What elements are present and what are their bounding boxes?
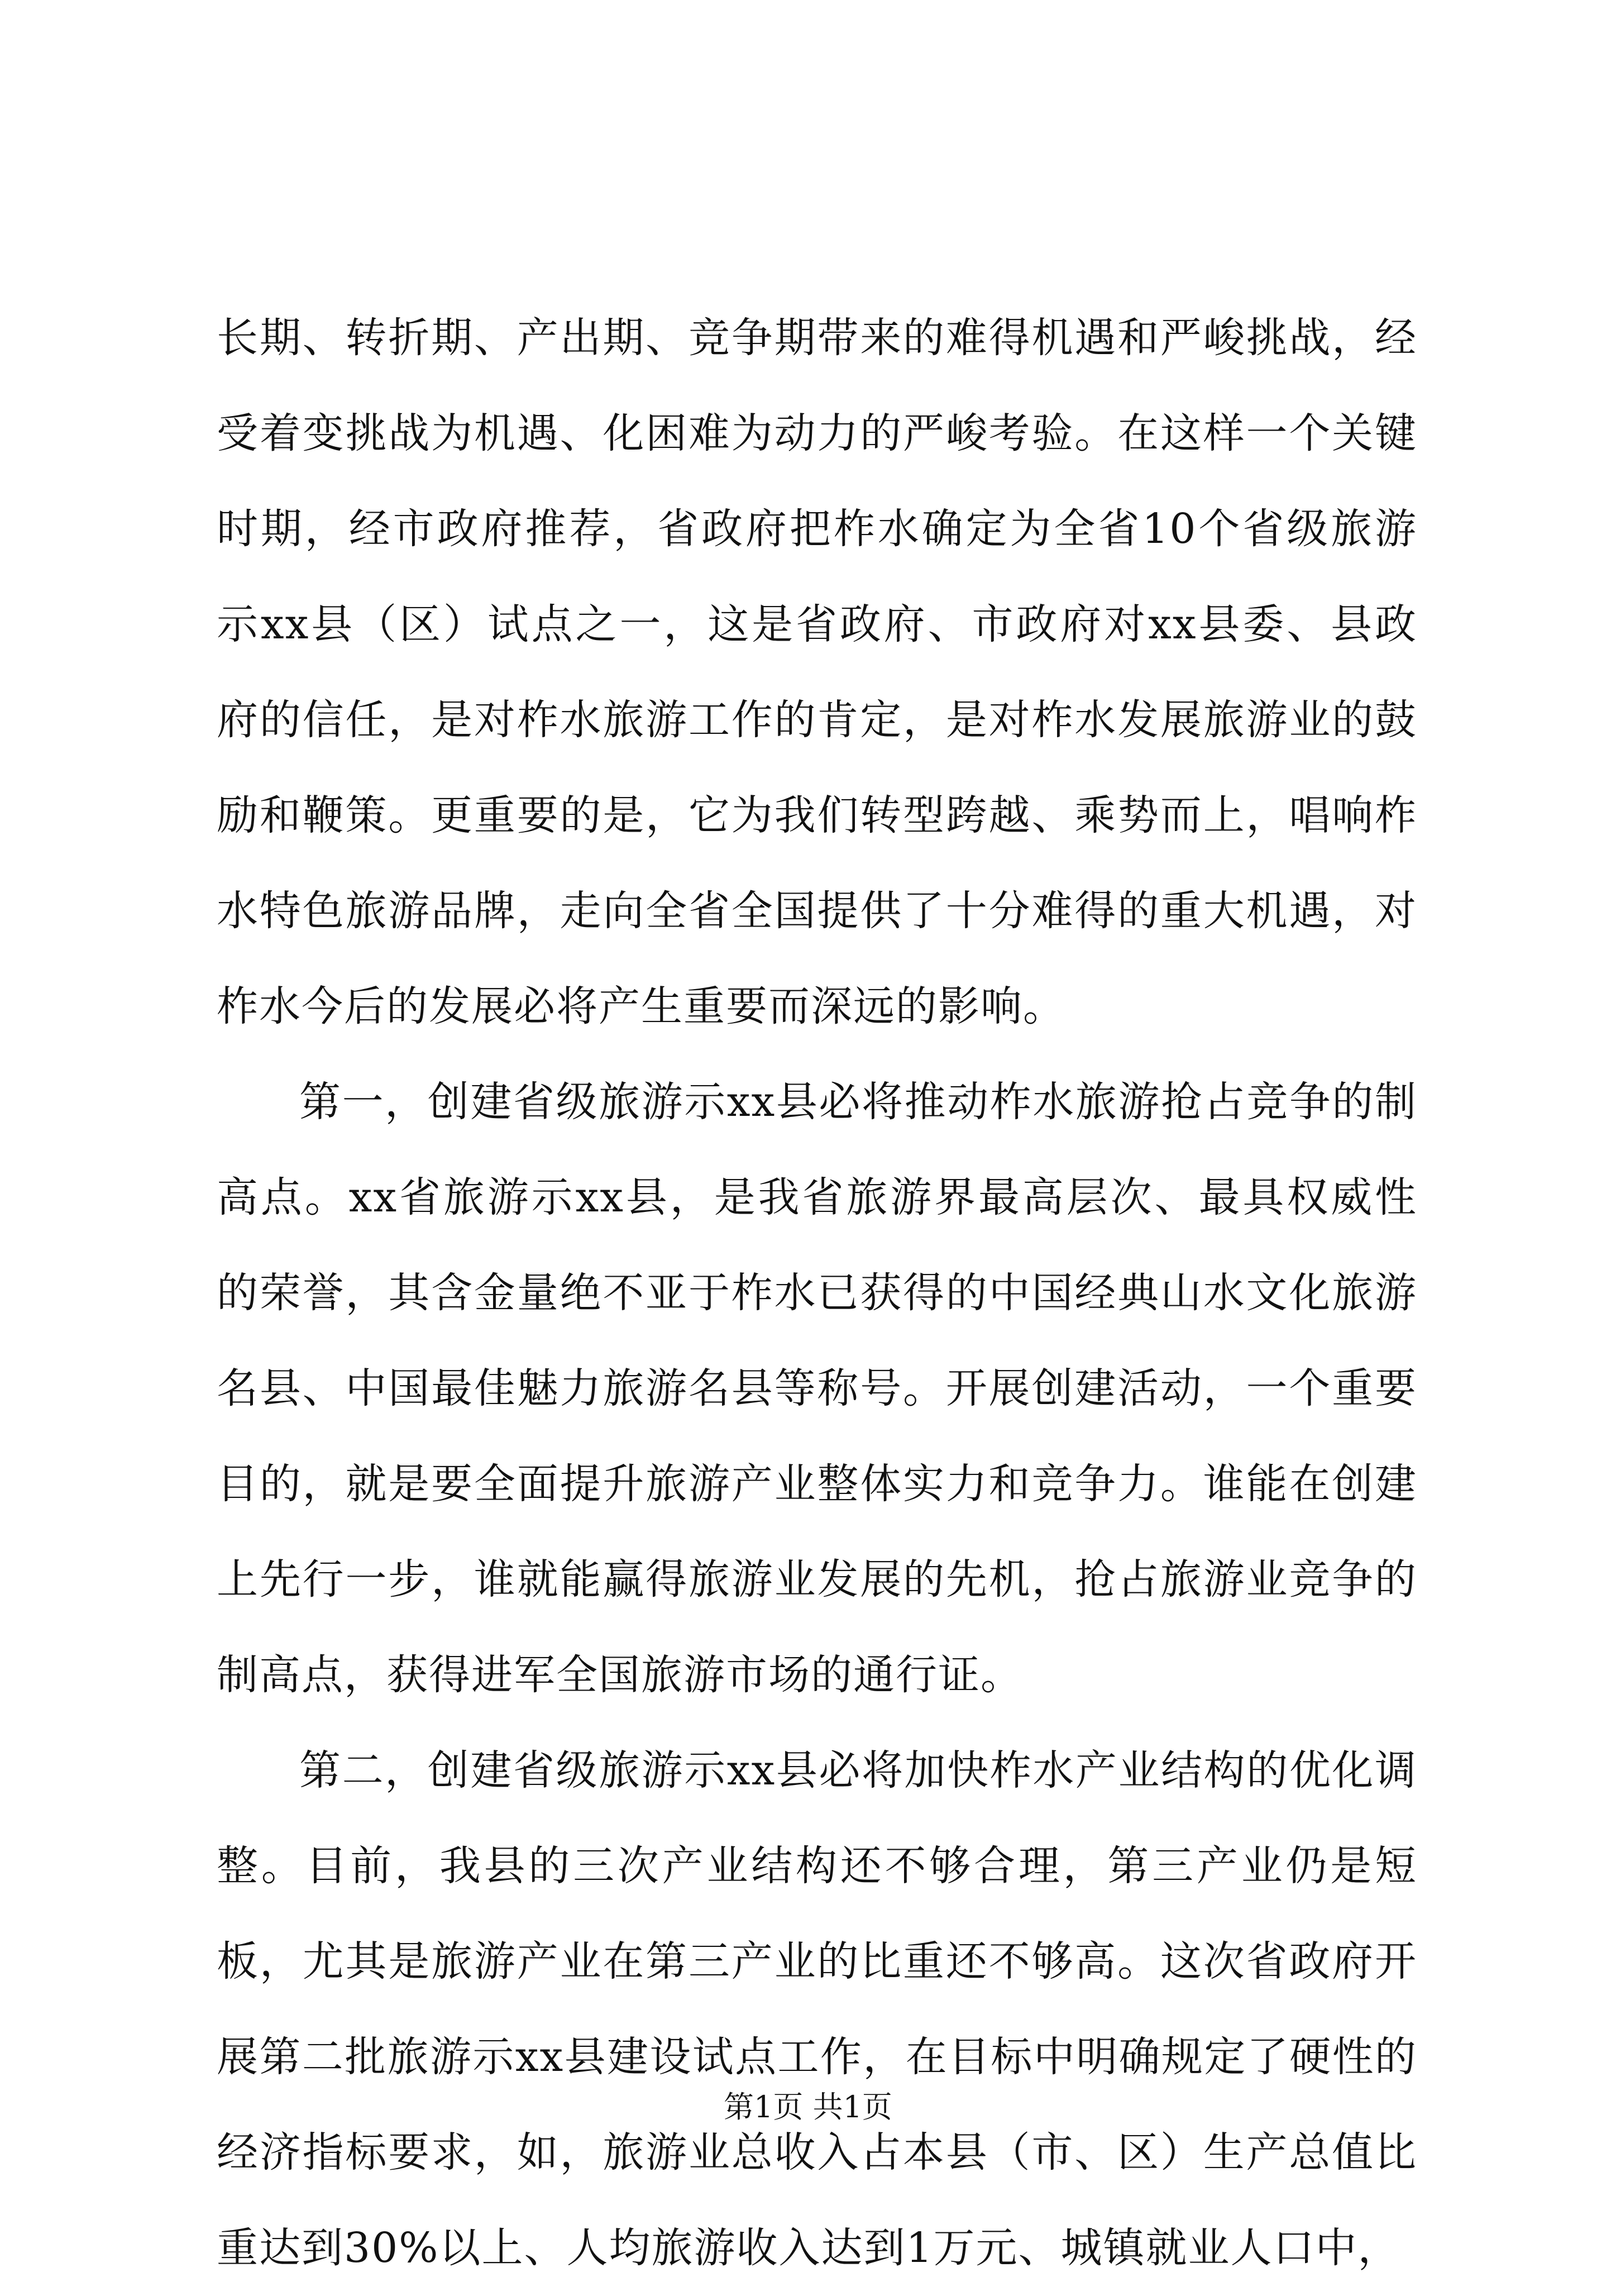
page-footer: 第1页 共1页 — [724, 2089, 892, 2125]
paragraph-first-point: 第一，创建省级旅游示xx县必将推动柞水旅游抢占竞争的制高点。xx省旅游示xx县，是我省旅游界最高层次、最具权威性的荣誉，其含金量绝不亚于柞水已获得的中国经典山水文化旅游名县、中国最佳魅力旅游名县等称号。开展创建活动，一个重要目的，就是要全面提升旅游产业整体实力和竞争力。谁能在创建上先行一步，谁就能赢得旅游业发展的先机，抢占旅游业竞争的制高点，获得进军全国旅游市场的通行证。 — [217, 1078, 1417, 1699]
document-body — [217, 290, 1417, 2296]
paragraph-continued: 长期、转折期、产出期、竞争期带来的难得机遇和严峻挑战，经受着变挑战为机遇、化困难为动力的严峻考验。在这样一个关键时期，经市政府推荐，省政府把柞水确定为全省10个省级旅游示xx县（区）试点之一，这是省政府、市政府对xx县委、县政府的信任，是对柞水旅游工作的肯定，是对柞水发展旅游业的鼓励和鞭策。更重要的是，它为我们转型跨越、乘势而上，唱响柞水特色旅游品牌，走向全省全国提供了十分难得的重大机遇，对柞水今后的发展必将产生重要而深远的影响。 — [217, 314, 1417, 1030]
paragraph-second-point: 第二，创建省级旅游示xx县必将加快柞水产业结构的优化调整。目前，我县的三次产业结构还不够合理，第三产业仍是短板，尤其是旅游产业在第三产业的比重还不够高。这次省政府开展第二批旅游示xx县建设试点工作，在目标中明确规定了硬性的经济指标要求，如，旅游业总收入占本县（市、区）生产总值比重达到30%以上、人均旅游收入达到1万元、城镇就业人口中， — [217, 1746, 1417, 2272]
